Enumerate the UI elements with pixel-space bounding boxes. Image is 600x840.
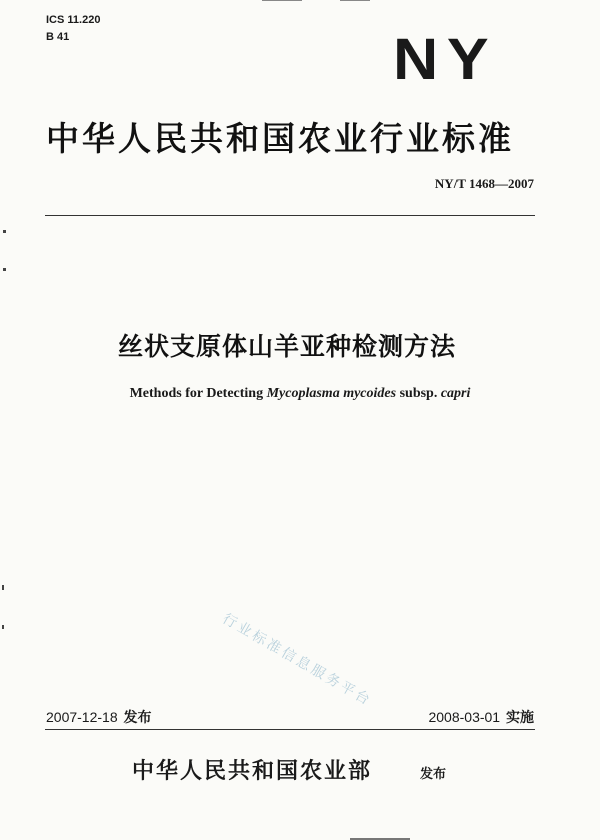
ny-logo: NY (393, 27, 498, 92)
implement-date (428, 708, 534, 726)
standard-number: NY/T 1468—2007 (434, 176, 534, 191)
title-en-subsp: subsp. (399, 386, 438, 401)
title-en-subspecies: capri (440, 386, 471, 401)
scan-mark (2, 585, 4, 590)
issuer-name: 中华人民共和国农业部 (132, 759, 373, 784)
implement-label: 实施 (506, 709, 534, 725)
title-en-species: Mycoplasma mycoides (266, 386, 397, 401)
publish-date (46, 708, 152, 726)
scan-mark (2, 625, 4, 629)
document-title-english (0, 385, 600, 403)
ics-code: ICS 11.220 (46, 14, 101, 26)
watermark: 行业标准信息服务平台 (220, 610, 376, 709)
title-en-prefix: Methods for Detecting (129, 386, 264, 401)
standard-name: 中华人民共和国农业行业标准 (46, 119, 514, 158)
scan-mark (3, 230, 6, 233)
implement-date-value: 2008-03-01 (428, 709, 501, 725)
document-title-chinese: 丝状支原体山羊亚种检测方法 (118, 332, 457, 361)
publish-date-value: 2007-12-18 (46, 709, 118, 725)
scan-mark (340, 0, 370, 1)
bottom-divider (45, 729, 535, 730)
scan-mark (262, 0, 302, 1)
top-divider (45, 215, 535, 216)
classification-code: B 41 (46, 31, 70, 43)
issuer-suffix: 发布 (420, 766, 447, 781)
publish-label: 发布 (123, 709, 152, 725)
scan-mark (3, 268, 6, 271)
